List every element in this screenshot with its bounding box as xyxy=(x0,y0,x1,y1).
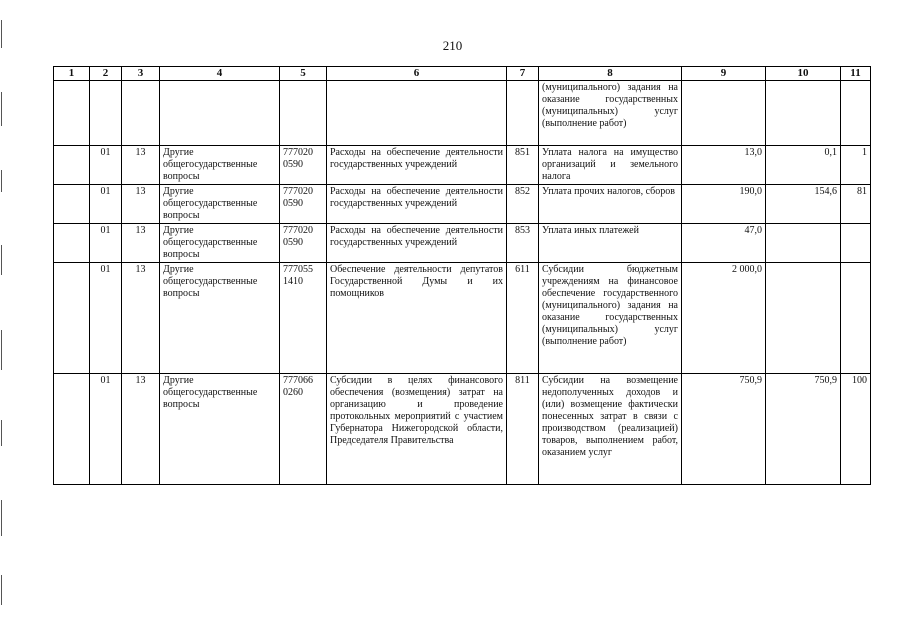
cell-col1 xyxy=(54,185,90,224)
cell-section xyxy=(90,81,122,146)
cell-target-name: Обеспечение деятельности депутатов Государственной Думы и их помощников xyxy=(327,263,507,374)
cell-percent: 1 xyxy=(841,146,871,185)
table-row xyxy=(54,224,871,263)
cell-section: 01 xyxy=(90,374,122,485)
cell-target-code: 777066 0260 xyxy=(280,374,327,485)
cell-expense-code xyxy=(507,81,539,146)
cell-plan: 190,0 xyxy=(682,185,766,224)
table-row xyxy=(54,81,871,146)
cell-plan: 47,0 xyxy=(682,224,766,263)
cell-col1 xyxy=(54,81,90,146)
cell-section: 01 xyxy=(90,263,122,374)
cell-plan: 2 000,0 xyxy=(682,263,766,374)
scan-edge-marks xyxy=(0,0,4,640)
cell-expense-code: 611 xyxy=(507,263,539,374)
col-header-11: 11 xyxy=(841,67,871,81)
cell-expense-name: Уплата прочих налогов, сборов xyxy=(539,185,682,224)
cell-target-name xyxy=(327,81,507,146)
cell-actual: 750,9 xyxy=(766,374,841,485)
cell-expense-code: 852 xyxy=(507,185,539,224)
col-header-1: 1 xyxy=(54,67,90,81)
cell-expense-name: Субсидии бюджетным учреждениям на финансовое обеспечение государственного (муниципального) задания на оказание государственных (муниципальных) услуг (выполнение работ) xyxy=(539,263,682,374)
table-row xyxy=(54,263,871,374)
cell-plan: 750,9 xyxy=(682,374,766,485)
cell-target-code: 777020 0590 xyxy=(280,185,327,224)
cell-target-code: 777055 1410 xyxy=(280,263,327,374)
cell-percent: 100 xyxy=(841,374,871,485)
cell-actual xyxy=(766,224,841,263)
cell-section-name: Другие общегосударственные вопросы xyxy=(160,263,280,374)
cell-expense-name: (муниципального) задания на оказание государственных (муниципальных) услуг (выполнение работ) xyxy=(539,81,682,146)
cell-target-code: 777020 0590 xyxy=(280,146,327,185)
cell-actual xyxy=(766,81,841,146)
cell-actual: 0,1 xyxy=(766,146,841,185)
table-row xyxy=(54,185,871,224)
cell-subsection: 13 xyxy=(122,263,160,374)
cell-section-name xyxy=(160,81,280,146)
cell-plan xyxy=(682,81,766,146)
cell-actual: 154,6 xyxy=(766,185,841,224)
cell-section: 01 xyxy=(90,146,122,185)
cell-col1 xyxy=(54,263,90,374)
cell-col1 xyxy=(54,224,90,263)
cell-expense-name: Субсидии на возмещение недополученных доходов и (или) возмещение фактически понесенных затрат в связи с производством (реализацией) товаров, выполнением работ, оказанием услуг xyxy=(539,374,682,485)
col-header-6: 6 xyxy=(327,67,507,81)
cell-target-name: Расходы на обеспечение деятельности государственных учреждений xyxy=(327,185,507,224)
cell-subsection: 13 xyxy=(122,224,160,263)
cell-percent: 81 xyxy=(841,185,871,224)
col-header-8: 8 xyxy=(539,67,682,81)
cell-section: 01 xyxy=(90,185,122,224)
cell-target-code xyxy=(280,81,327,146)
cell-section-name: Другие общегосударственные вопросы xyxy=(160,374,280,485)
cell-expense-code: 853 xyxy=(507,224,539,263)
cell-subsection: 13 xyxy=(122,185,160,224)
cell-section-name: Другие общегосударственные вопросы xyxy=(160,185,280,224)
cell-target-name: Расходы на обеспечение деятельности государственных учреждений xyxy=(327,146,507,185)
cell-plan: 13,0 xyxy=(682,146,766,185)
cell-percent xyxy=(841,224,871,263)
cell-expense-name: Уплата налога на имущество организаций и земельного налога xyxy=(539,146,682,185)
cell-subsection: 13 xyxy=(122,374,160,485)
header-row xyxy=(54,67,871,81)
col-header-9: 9 xyxy=(682,67,766,81)
col-header-2: 2 xyxy=(90,67,122,81)
cell-expense-code: 851 xyxy=(507,146,539,185)
cell-actual xyxy=(766,263,841,374)
cell-subsection xyxy=(122,81,160,146)
page-number: 210 xyxy=(442,38,463,53)
cell-section-name: Другие общегосударственные вопросы xyxy=(160,224,280,263)
cell-percent xyxy=(841,263,871,374)
cell-section: 01 xyxy=(90,224,122,263)
col-header-4: 4 xyxy=(160,67,280,81)
col-header-10: 10 xyxy=(766,67,841,81)
cell-target-name: Субсидии в целях финансового обеспечения (возмещения) затрат на организацию и проведение протокольных мероприятий с участием Губернатора Нижегородской области, Председателя Правительства xyxy=(327,374,507,485)
cell-percent xyxy=(841,81,871,146)
col-header-3: 3 xyxy=(122,67,160,81)
cell-col1 xyxy=(54,146,90,185)
cell-section-name: Другие общегосударственные вопросы xyxy=(160,146,280,185)
cell-expense-code: 811 xyxy=(507,374,539,485)
cell-target-code: 777020 0590 xyxy=(280,224,327,263)
cell-target-name: Расходы на обеспечение деятельности государственных учреждений xyxy=(327,224,507,263)
table-row xyxy=(54,146,871,185)
table-row xyxy=(54,374,871,485)
col-header-5: 5 xyxy=(280,67,327,81)
cell-subsection: 13 xyxy=(122,146,160,185)
cell-expense-name: Уплата иных платежей xyxy=(539,224,682,263)
budget-table xyxy=(53,66,871,485)
cell-col1 xyxy=(54,374,90,485)
col-header-7: 7 xyxy=(507,67,539,81)
